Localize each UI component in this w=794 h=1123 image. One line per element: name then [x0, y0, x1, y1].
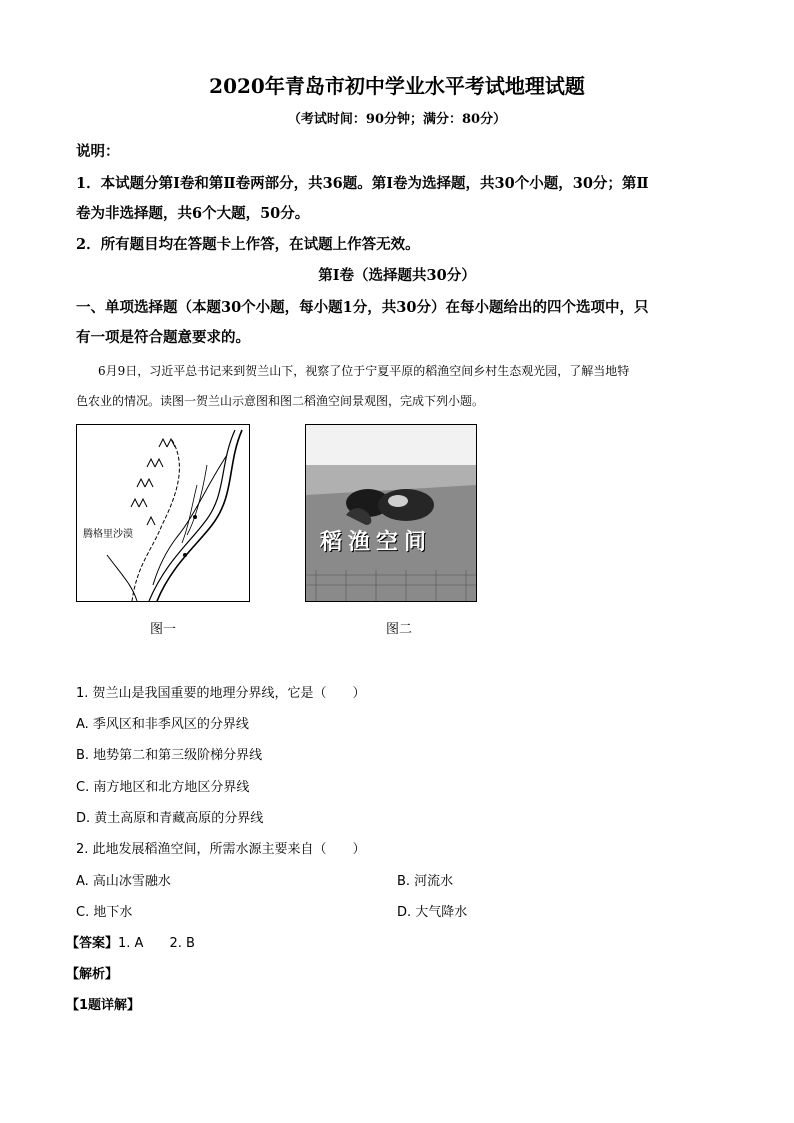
figure-1-map: [76, 424, 250, 602]
intro-line-1: 6月9日，习近平总书记来到贺兰山下，视察了位于宁夏平原的稻渔空间乡村生态观光园，了解当地特: [98, 364, 630, 378]
page-title: 2020年青岛市初中学业水平考试地理试题: [209, 74, 585, 98]
question-1-stem: 1. 贺兰山是我国重要的地理分界线，它是（ ）: [76, 686, 366, 701]
note-1-line-2: 卷为非选择题，共6个大题，50分。: [76, 205, 310, 222]
figure-2-caption: 图二: [386, 622, 413, 637]
question-1-option-c: C. 南方地区和北方地区分界线: [76, 780, 250, 795]
question-2-option-a: A. 高山冰雪融水: [76, 874, 171, 889]
intro-line-2: 色农业的情况。读图一贺兰山示意图和图二稻渔空间景观图，完成下列小题。: [76, 394, 485, 408]
question-2-option-b: B. 河流水: [397, 874, 454, 889]
answer-line: [66, 932, 195, 951]
section-title: 第Ⅰ卷（选择题共30分）: [318, 267, 476, 284]
figure-1-caption: 图一: [150, 622, 177, 637]
exam-info: （考试时间：90分钟；满分：80分）: [287, 112, 507, 127]
question-1-option-b: B. 地势第二和第三级阶梯分界线: [76, 748, 263, 763]
question-1-option-d: D. 黄土高原和青藏高原的分界线: [76, 811, 264, 826]
answer-label: 【答案】: [66, 936, 119, 951]
question-2-option-c: C. 地下水: [76, 905, 133, 920]
rice-field-photo-illustration: [306, 425, 476, 601]
note-1-line-1: 1．本试题分第Ⅰ卷和第Ⅱ卷两部分，共36题。第Ⅰ卷为选择题，共30个小题，30分；第Ⅱ: [76, 175, 649, 192]
analysis-label: 【解析】: [66, 967, 119, 982]
question-2-stem: 2. 此地发展稻渔空间，所需水源主要来自（ ）: [76, 842, 366, 857]
figure-2-photo: [305, 424, 477, 602]
question-2-option-d: D. 大气降水: [397, 905, 468, 920]
part-1-instruction-line-2: 有一项是符合题意要求的。: [76, 329, 250, 346]
notes-heading: 说明：: [76, 143, 120, 160]
question-1-option-a: A. 季风区和非季风区的分界线: [76, 717, 249, 732]
note-2: 2．所有题目均在答题卡上作答，在试题上作答无效。: [76, 236, 420, 253]
part-1-instruction-line-1: 一、单项选择题（本题30个小题，每小题1分，共30分）在每小题给出的四个选项中，只: [76, 299, 649, 316]
desert-label: 腾格里沙漠: [83, 529, 133, 540]
answer-text: 1. A 2. B: [118, 936, 195, 951]
helan-map-illustration: [77, 425, 249, 601]
detail-label: 【1题详解】: [66, 998, 141, 1013]
rice-fish-sign-text: 稻渔空间: [320, 530, 433, 555]
